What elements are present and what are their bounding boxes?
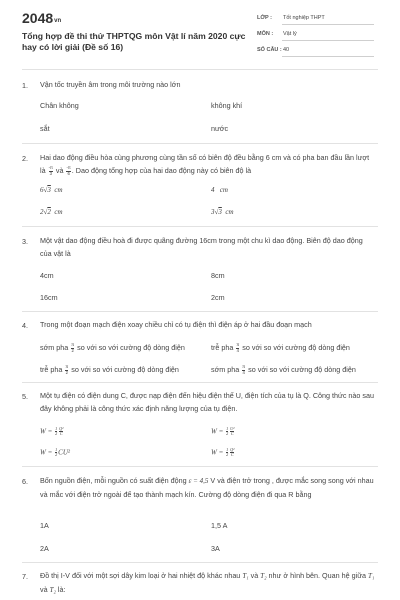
meta-subject-label: MÔN : bbox=[257, 31, 274, 37]
answer-option[interactable]: sớm pha $\frac{\pi}{4}$ so với so với cường độ dòng điện bbox=[211, 364, 356, 375]
answer-option[interactable]: W = $\frac{1}{2}$ CU² bbox=[40, 447, 70, 458]
question-number: 4. bbox=[22, 321, 28, 330]
answer-option[interactable]: 2√2 cm bbox=[40, 208, 63, 216]
question-number: 6. bbox=[22, 477, 28, 486]
meta-subject-value: Vật lý bbox=[283, 31, 297, 37]
answer-option[interactable]: sắt bbox=[40, 124, 50, 133]
question-divider bbox=[22, 382, 378, 383]
answer-option[interactable]: Chân không bbox=[40, 101, 79, 110]
question-text: Trong một đoạn mạch điện xoay chiều chỉ có tụ điện thì điện áp ở hai đầu đoạn mạch bbox=[40, 320, 312, 329]
answer-option[interactable]: nước bbox=[211, 124, 229, 133]
question-text: Hai dao động điều hòa cùng phương cùng tần số có biên độ đều bằng 6 cm và có pha ban đầu lần lượt là $\frac{-\pi}{3}$ và $\frac{-\pi}{6}$ . Dao động tổng hợp của hai dao động này có biên độ là bbox=[40, 153, 370, 176]
question-text: Một tụ điện có điện dung C, được nạp điện đến hiệu điện thế U, điện tích của tụ là Q. Công thức nào sau đây không phải là công thức xác định năng lượng của tụ điện. bbox=[40, 391, 374, 413]
question-number: 1. bbox=[22, 81, 28, 90]
question-divider bbox=[22, 562, 378, 563]
answer-option[interactable]: 1,5 A bbox=[211, 521, 228, 530]
answer-option[interactable]: 8cm bbox=[211, 271, 225, 280]
answer-option[interactable]: 6√3 cm bbox=[40, 186, 63, 194]
question-divider bbox=[22, 311, 378, 312]
site-logo[interactable]: 2048vn bbox=[22, 10, 62, 26]
answer-option[interactable]: 3A bbox=[211, 544, 220, 553]
answer-option[interactable]: 4cm bbox=[40, 271, 54, 280]
question-number: 5. bbox=[22, 392, 28, 401]
answer-option[interactable]: W = $\frac{1}{2}$ $\frac{\text{Q²}}{C}$ bbox=[211, 447, 235, 458]
question-text: Một vật dao động điều hoà đi được quãng đường 16cm trong một chu kì dao động. Biên độ dao động của vật là bbox=[40, 236, 363, 258]
page-title: Tổng hợp đề thi thử THPTQG môn Vật lí năm 2020 cực hay có lời giải (Đề số 16) bbox=[22, 31, 246, 52]
answer-option[interactable]: W = $\frac{1}{2}$ $\frac{\text{Q²}}{C}$ bbox=[40, 426, 64, 437]
meta-class-value: Tốt nghiệp THPT bbox=[283, 15, 325, 21]
answer-option[interactable]: W = $\frac{1}{2}$ $\frac{\text{U²}}{C}$ bbox=[211, 426, 235, 437]
question-number: 7. bbox=[22, 572, 28, 581]
question-divider bbox=[22, 226, 378, 227]
question-divider bbox=[22, 143, 378, 144]
worksheet-header bbox=[0, 0, 400, 66]
meta-divider bbox=[282, 40, 374, 41]
meta-divider bbox=[282, 56, 374, 57]
answer-option[interactable]: trễ pha $\frac{\pi}{2}$ so với so với cường độ dòng điện bbox=[40, 364, 179, 375]
question-divider bbox=[22, 466, 378, 467]
question-text: Bốn nguồn điện, mỗi nguồn có suất điện động ε = 4,5 V và điện trở trong , được mắc song song với nhau và mắc với điện trở ngoài để tạo thành mạch kín. Cường độ dòng điện đi qua R bằng bbox=[40, 476, 374, 499]
answer-option[interactable]: sớm pha $\frac{\pi}{2}$ so với so với cường độ dòng điện bbox=[40, 342, 185, 353]
answer-option[interactable]: 2A bbox=[40, 544, 49, 553]
meta-count-label: SỐ CÂU : bbox=[257, 47, 282, 53]
answer-option[interactable]: 16cm bbox=[40, 293, 58, 302]
answer-option[interactable]: 4 cm bbox=[211, 186, 228, 194]
question-number: 2. bbox=[22, 154, 28, 163]
question-text: Vận tốc truyền âm trong môi trường nào lớn bbox=[40, 80, 181, 89]
meta-count-value: 40 bbox=[283, 47, 290, 53]
answer-option[interactable]: 2cm bbox=[211, 293, 225, 302]
meta-class-label: LỚP : bbox=[257, 15, 272, 21]
header-divider bbox=[22, 69, 378, 70]
meta-divider bbox=[282, 24, 374, 25]
answer-option[interactable]: trễ pha $\frac{\pi}{4}$ so với so với cường độ dòng điện bbox=[211, 342, 350, 353]
answer-option[interactable]: 3√3 cm bbox=[211, 208, 234, 216]
answer-option[interactable]: 1A bbox=[40, 521, 49, 530]
question-text: Đồ thị I-V đối với một sợi dây kim loại ở hai nhiệt độ khác nhau T₁ và T₂ như ở hình bên. Quan hệ giữa T₁ và T₂ là: bbox=[40, 571, 375, 594]
question-number: 3. bbox=[22, 237, 28, 246]
answer-option[interactable]: không khí bbox=[211, 101, 243, 110]
